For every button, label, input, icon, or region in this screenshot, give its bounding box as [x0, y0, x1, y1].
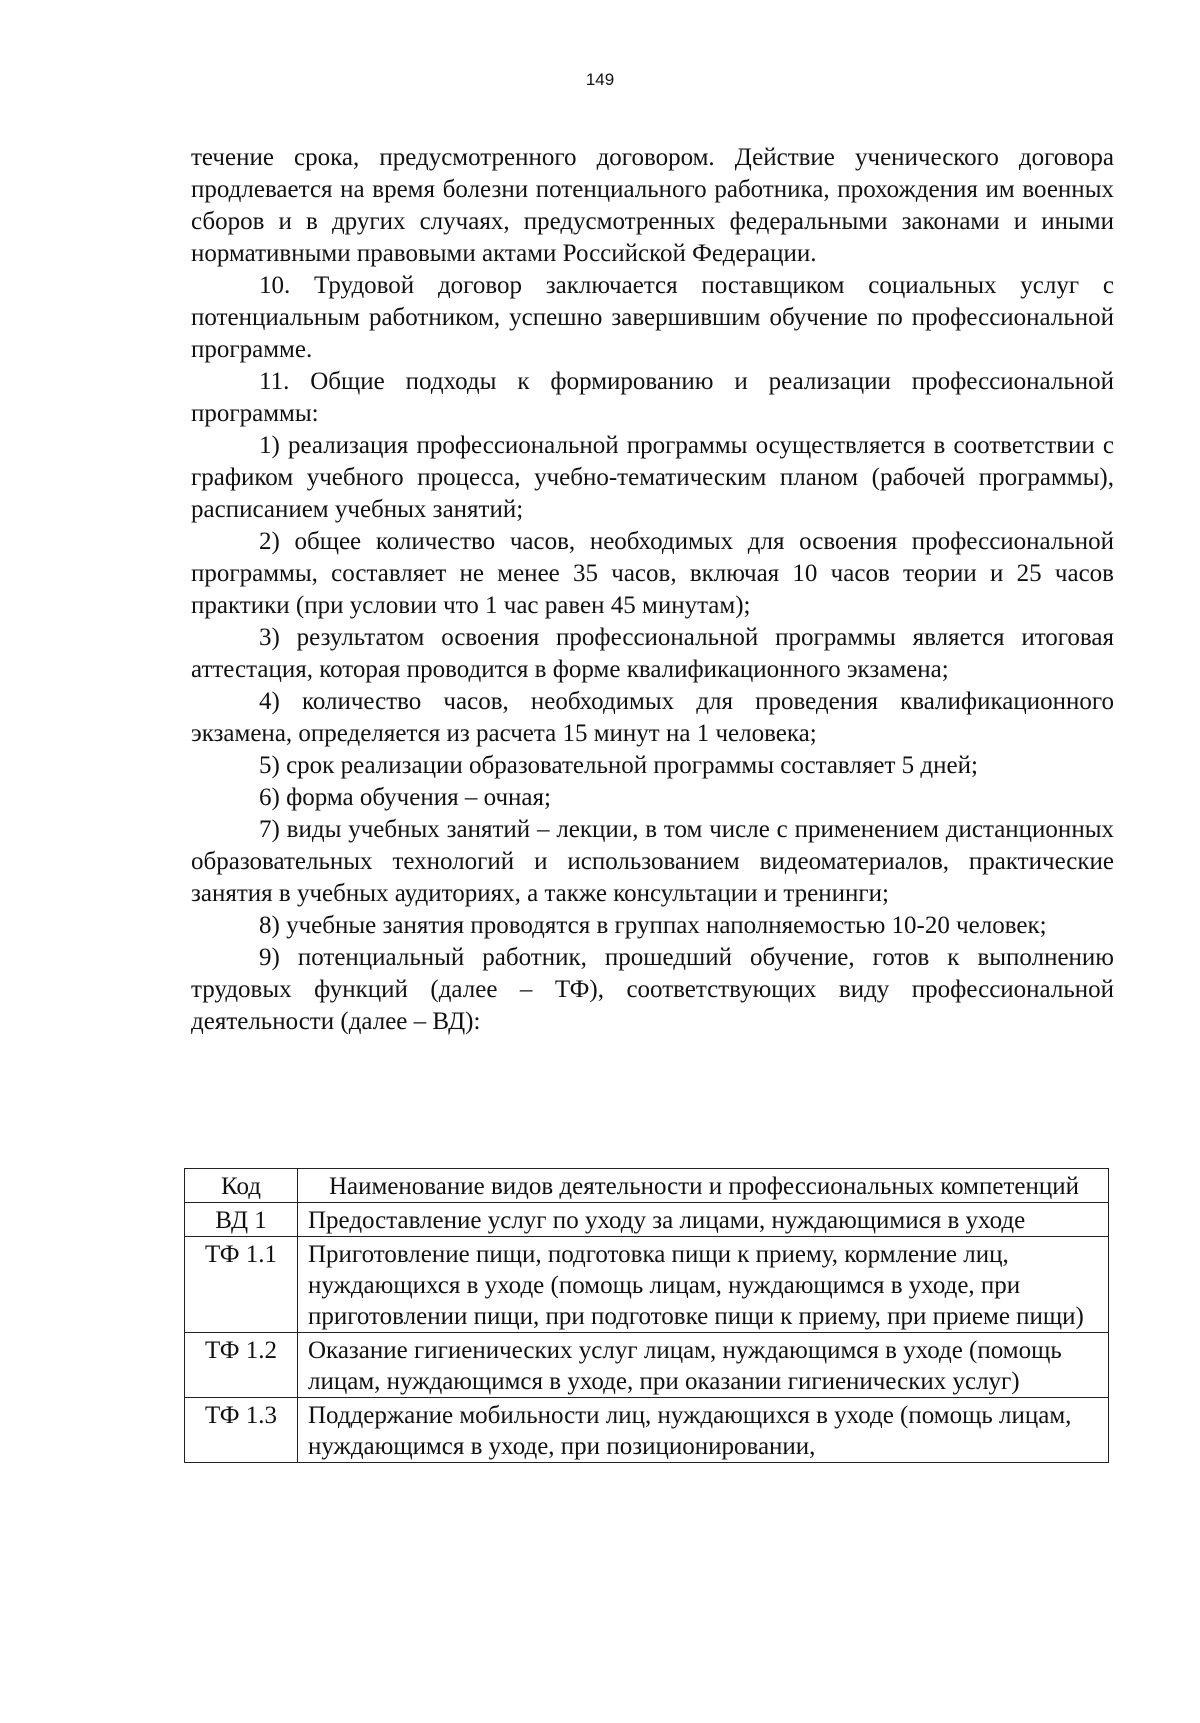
row-code: ТФ 1.1: [185, 1237, 298, 1333]
row-code: ТФ 1.3: [185, 1398, 298, 1463]
row-name: Предоставление услуг по уходу за лицами, нуждающимися в уходе: [298, 1203, 1109, 1237]
list-item-5: 5) срок реализации образовательной программы составляет 5 дней;: [259, 752, 978, 779]
table-header-row: [185, 1169, 1109, 1203]
competency-table: [184, 1168, 1109, 1463]
table-row: [185, 1398, 1109, 1463]
competency-table-container: [184, 1168, 1108, 1463]
header-code: Код: [185, 1169, 298, 1203]
document-body: [191, 142, 1114, 1038]
list-item-4: 4) количество часов, необходимых для проведения квалификационного экзамена, определяется из расчета 15 минут на 1 человека;: [191, 688, 1114, 747]
list-item-3: 3) результатом освоения профессиональной программы является итоговая аттестация, которая проводится в форме квалификационного экзамена;: [191, 624, 1114, 683]
list-item-9: 9) потенциальный работник, прошедший обучение, готов к выполнению трудовых функций (далее – ТФ), соответствующих виду профессиональной деятельности (далее – ВД):: [191, 944, 1114, 1035]
list-item-6: 6) форма обучения – очная;: [259, 784, 551, 811]
row-code: ТФ 1.2: [185, 1333, 298, 1398]
row-name: Поддержание мобильности лиц, нуждающихся в уходе (помощь лицам, нуждающимся в уходе, при позиционировании,: [298, 1398, 1109, 1463]
paragraph-item-10: 10. Трудовой договор заключается поставщиком социальных услуг с потенциальным работником, успешно завершившим обучение по профессиональной программе.: [191, 272, 1114, 363]
page-number: 149: [585, 70, 615, 89]
header-name: Наименование видов деятельности и профессиональных компетенций: [298, 1169, 1109, 1203]
table-row: [185, 1203, 1109, 1237]
row-code: ВД 1: [185, 1203, 298, 1237]
table-row: [185, 1333, 1109, 1398]
list-item-1: 1) реализация профессиональной программы осуществляется в соответствии с графиком учебного процесса, учебно-тематическим планом (рабочей программы), расписанием учебных занятий;: [191, 432, 1114, 523]
paragraph-continuation: течение срока, предусмотренного договором. Действие ученического договора продлевается на время болезни потенциального работника, прохождения им военных сборов и в других случаях, предусмотренных федеральными законами и иными нормативными правовыми актами Российской Федерации.: [191, 144, 1114, 267]
row-name: Приготовление пищи, подготовка пищи к приему, кормление лиц, нуждающихся в уходе (помощь лицам, нуждающимся в уходе, при приготовлении пищи, при подготовке пищи к приему, при приеме пищи): [298, 1237, 1109, 1333]
paragraph-item-11: 11. Общие подходы к формированию и реализации профессиональной программы:: [191, 368, 1114, 427]
row-name: Оказание гигиенических услуг лицам, нуждающимся в уходе (помощь лицам, нуждающимся в уходе, при оказании гигиенических услуг): [298, 1333, 1109, 1398]
table-row: [185, 1237, 1109, 1333]
list-item-8: 8) учебные занятия проводятся в группах наполняемостью 10-20 человек;: [259, 912, 1047, 939]
list-item-2: 2) общее количество часов, необходимых для освоения профессиональной программы, составляет не менее 35 часов, включая 10 часов теории и 25 часов практики (при условии что 1 час равен 45 минутам);: [191, 528, 1114, 619]
list-item-7: 7) виды учебных занятий – лекции, в том числе с применением дистанционных образовательных технологий и использованием видеоматериалов, практические занятия в учебных аудиториях, а также консультации и тренинги;: [191, 816, 1114, 907]
